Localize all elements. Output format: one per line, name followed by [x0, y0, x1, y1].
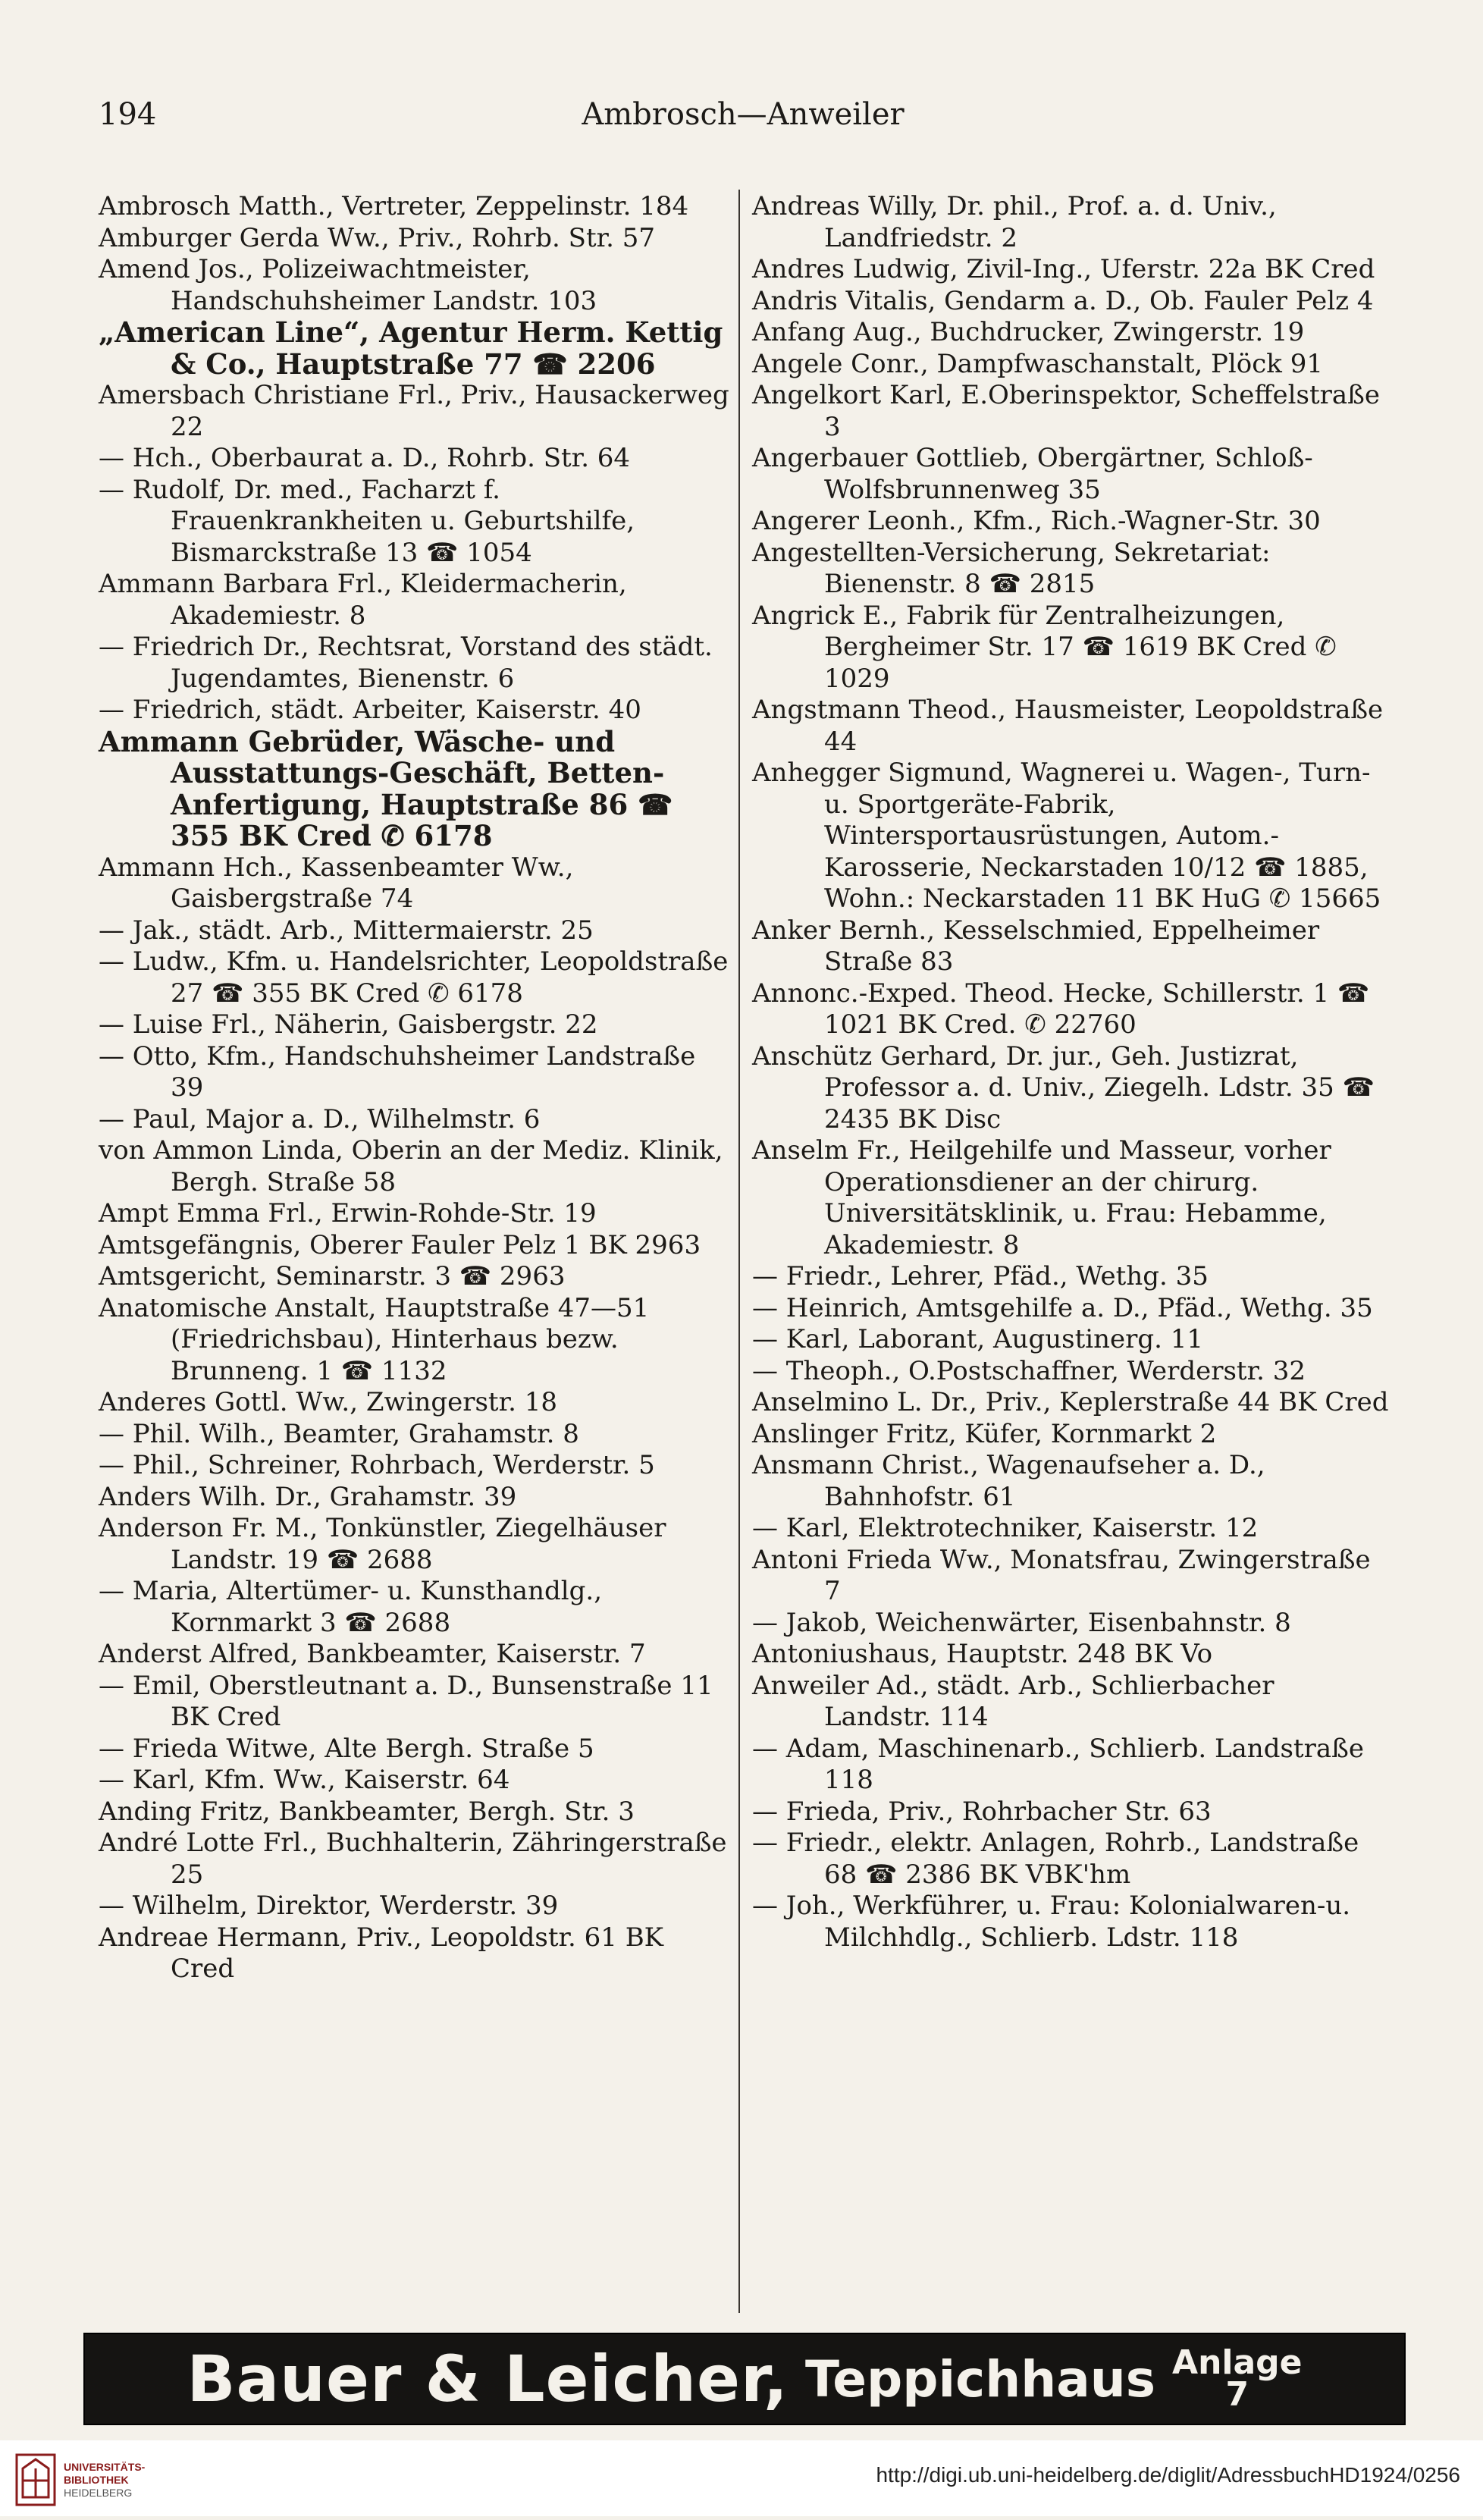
directory-entry: Anker Bernh., Kesselschmied, Eppelheimer Straße 83 — [752, 915, 1320, 977]
directory-entry: Anweiler Ad., städt. Arb., Schlierbacher Landstr. 114 — [752, 1670, 1275, 1732]
directory-entry: Anding Fritz, Bankbeamter, Bergh. Str. 3 — [99, 1796, 635, 1827]
directory-entry: — Friedrich Dr., Rechtsrat, Vorstand des städt. Jugendamtes, Bienenstr. 6 — [99, 632, 713, 694]
advertisement-banner — [83, 2333, 1406, 2425]
column-right — [752, 191, 1389, 1954]
directory-entry: — Emil, Oberstleutnant a. D., Bunsenstraße 11 BK Cred — [99, 1670, 713, 1732]
directory-entry: Anschütz Gerhard, Dr. jur., Geh. Justizrat, Professor a. d. Univ., Ziegelh. Ldstr. 35 ☎ 2435 BK Disc — [752, 1040, 1375, 1134]
ad-anlage — [1172, 2343, 1303, 2414]
directory-entry: — Phil. Wilh., Beamter, Grahamstr. 8 — [99, 1418, 579, 1449]
ad-business: Teppichhaus — [804, 2349, 1156, 2409]
directory-entry: Annonc.-Exped. Theod. Hecke, Schillerstr. 1 ☎ 1021 BK Cred. ✆ 22760 — [752, 978, 1370, 1040]
directory-entry: Angrick E., Fabrik für Zentralheizungen, Bergheimer Str. 17 ☎ 1619 BK Cred ✆ 1029 — [752, 600, 1337, 694]
directory-entry: Andris Vitalis, Gendarm a. D., Ob. Fauler Pelz 4 — [752, 285, 1374, 316]
directory-entry: Andreas Willy, Dr. phil., Prof. a. d. Univ., Landfriedstr. 2 — [752, 191, 1277, 253]
directory-entry: — Jak., städt. Arb., Mittermaierstr. 25 — [99, 915, 594, 946]
directory-entry: Anselm Fr., Heilgehilfe und Masseur, vorher Operationsdiener an der chirurg. Universitätsklinik, u. Frau: Hebamme, Akademiestr. 8 — [752, 1135, 1331, 1260]
directory-entry: Anselmino L. Dr., Priv., Keplerstraße 44 BK Cred — [752, 1387, 1389, 1417]
directory-entry: — Heinrich, Amtsgehilfe a. D., Pfäd., Wethg. 35 — [752, 1292, 1373, 1323]
directory-entry: Amtsgefängnis, Oberer Fauler Pelz 1 BK 2963 — [99, 1229, 701, 1260]
library-seal-icon — [15, 2453, 56, 2506]
directory-entry: Amersbach Christiane Frl., Priv., Hausackerweg 22 — [99, 380, 729, 442]
directory-entry: Ampt Emma Frl., Erwin-Rohde-Str. 19 — [99, 1198, 597, 1229]
directory-entry: Ambrosch Matth., Vertreter, Zeppelinstr. 184 — [99, 191, 689, 221]
library-logo[interactable] — [15, 2449, 167, 2510]
directory-entry: — Karl, Elektrotechniker, Kaiserstr. 12 — [752, 1513, 1259, 1543]
directory-entry: von Ammon Linda, Oberin an der Mediz. Klinik, Bergh. Straße 58 — [99, 1135, 723, 1197]
directory-entry: — Luise Frl., Näherin, Gaisbergstr. 22 — [99, 1009, 598, 1040]
directory-entry: Angerer Leonh., Kfm., Rich.-Wagner-Str. 30 — [752, 506, 1321, 536]
directory-entry: — Rudolf, Dr. med., Facharzt f. Frauenkrankheiten u. Geburtshilfe, Bismarckstraße 13 ☎ 1054 — [99, 474, 635, 568]
directory-entry: — Karl, Laborant, Augustinerg. 11 — [752, 1324, 1204, 1354]
page-header — [99, 97, 1387, 143]
directory-entry: — Jakob, Weichenwärter, Eisenbahnstr. 8 — [752, 1607, 1291, 1638]
directory-entry: Anderes Gottl. Ww., Zwingerstr. 18 — [99, 1387, 557, 1417]
page-number: 194 — [99, 97, 157, 132]
column-left — [99, 191, 735, 1985]
directory-entry: Anderst Alfred, Bankbeamter, Kaiserstr. 7 — [99, 1639, 646, 1669]
ad-anlage-number: 7 — [1225, 2375, 1249, 2414]
directory-entry: Anhegger Sigmund, Wagnerei u. Wagen-, Turn- u. Sportgeräte-Fabrik, Wintersportausrüstungen, Autom.-Karosserie, Neckarstaden 10/12 ☎ 1885, Wohn.: Neckarstaden 11 BK HuG ✆ 15665 — [752, 758, 1381, 914]
directory-entry: — Theoph., O.Postschaffner, Werderstr. 32 — [752, 1355, 1306, 1386]
directory-entry: — Frieda, Priv., Rohrbacher Str. 63 — [752, 1796, 1212, 1827]
ad-anlage-word: Anlage — [1172, 2343, 1303, 2382]
directory-entry: — Phil., Schreiner, Rohrbach, Werderstr. 5 — [99, 1450, 655, 1480]
directory-entry: André Lotte Frl., Buchhalterin, Zähringerstraße 25 — [99, 1828, 727, 1890]
ad-firm-name: Bauer & Leicher, — [187, 2342, 789, 2416]
directory-entry: Anderson Fr. M., Tonkünstler, Ziegelhäuser Landstr. 19 ☎ 2688 — [99, 1513, 666, 1575]
directory-entry: — Friedrich, städt. Arbeiter, Kaiserstr. 40 — [99, 695, 641, 725]
directory-entry: Andreae Hermann, Priv., Leopoldstr. 61 BK Cred — [99, 1922, 664, 1984]
directory-entry: Angerbauer Gottlieb, Obergärtner, Schloß-Wolfsbrunnenweg 35 — [752, 443, 1313, 505]
directory-entry: — Joh., Werkführer, u. Frau: Kolonialwaren-u. Milchhdlg., Schlierb. Ldstr. 118 — [752, 1891, 1351, 1953]
directory-entry: Anatomische Anstalt, Hauptstraße 47—51 (Friedrichsbau), Hinterhaus bezw. Brunneng. 1 ☎ 1132 — [99, 1292, 650, 1386]
directory-entry: — Karl, Kfm. Ww., Kaiserstr. 64 — [99, 1765, 510, 1795]
directory-entry: Anslinger Fritz, Küfer, Kornmarkt 2 — [752, 1418, 1217, 1449]
directory-entry: Ammann Hch., Kassenbeamter Ww., Gaisbergstraße 74 — [99, 852, 574, 914]
directory-entry: — Wilhelm, Direktor, Werderstr. 39 — [99, 1891, 559, 1921]
directory-entry: Amburger Gerda Ww., Priv., Rohrb. Str. 57 — [99, 222, 656, 253]
directory-entry: — Friedr., Lehrer, Pfäd., Wethg. 35 — [752, 1261, 1209, 1291]
directory-entry: Ansmann Christ., Wagenaufseher a. D., Bahnhofstr. 61 — [752, 1450, 1265, 1512]
directory-entry: Angelkort Karl, E.Oberinspektor, Scheffelstraße 3 — [752, 380, 1381, 442]
directory-entry: Amtsgericht, Seminarstr. 3 ☎ 2963 — [99, 1261, 566, 1291]
directory-entry: Anfang Aug., Buchdrucker, Zwingerstr. 19 — [752, 317, 1305, 347]
directory-entry: Amend Jos., Polizeiwachtmeister, Handschuhsheimer Landstr. 103 — [99, 254, 597, 316]
directory-entry: — Hch., Oberbaurat a. D., Rohrb. Str. 64 — [99, 443, 631, 473]
footer-url[interactable]: http://digi.ub.uni-heidelberg.de/diglit/AdressbuchHD1924/0256 — [876, 2463, 1460, 2487]
directory-entry: Angestellten-Versicherung, Sekretariat: Bienenstr. 8 ☎ 2815 — [752, 537, 1271, 599]
directory-entry: Angstmann Theod., Hausmeister, Leopoldstraße 44 — [752, 695, 1384, 757]
directory-entry: Anders Wilh. Dr., Grahamstr. 39 — [99, 1481, 517, 1512]
directory-entry: — Paul, Major a. D., Wilhelmstr. 6 — [99, 1103, 541, 1134]
column-rule — [738, 190, 740, 2313]
directory-entry: Angele Conr., Dampfwaschanstalt, Plöck 91 — [752, 348, 1323, 379]
running-head: Ambrosch—Anweiler — [582, 97, 905, 132]
directory-entry: — Adam, Maschinenarb., Schlierb. Landstraße 118 — [752, 1733, 1364, 1795]
directory-entry: — Ludw., Kfm. u. Handelsrichter, Leopoldstraße 27 ☎ 355 BK Cred ✆ 6178 — [99, 946, 729, 1009]
directory-entry: — Maria, Altertümer- u. Kunsthandlg., Kornmarkt 3 ☎ 2688 — [99, 1576, 602, 1638]
directory-entry: Antoniushaus, Hauptstr. 248 BK Vo — [752, 1639, 1213, 1669]
library-name: UNIVERSITÄTS- BIBLIOTHEK HEIDELBERG — [64, 2460, 146, 2499]
directory-entry: Antoni Frieda Ww., Monatsfrau, Zwingerstraße 7 — [752, 1544, 1371, 1606]
directory-advert-entry: Ammann Gebrüder, Wäsche- und Ausstattungs-Geschäft, Betten-Anfertigung, Hauptstraße 86 ☎ 355 BK Cred ✆ 6178 — [99, 724, 673, 852]
directory-advert-entry: „American Line“, Agentur Herm. Kettig & Co., Hauptstraße 77 ☎ 2206 — [99, 315, 723, 381]
directory-entry: — Otto, Kfm., Handschuhsheimer Landstraße 39 — [99, 1040, 696, 1103]
footer — [0, 2440, 1483, 2516]
directory-entry: Andres Ludwig, Zivil-Ing., Uferstr. 22a BK Cred — [752, 254, 1375, 284]
directory-entry: — Friedr., elektr. Anlagen, Rohrb., Landstraße 68 ☎ 2386 BK VBK'hm — [752, 1828, 1359, 1890]
directory-entry: Ammann Barbara Frl., Kleidermacherin, Akademiestr. 8 — [99, 569, 627, 631]
directory-entry: — Frieda Witwe, Alte Bergh. Straße 5 — [99, 1733, 594, 1764]
